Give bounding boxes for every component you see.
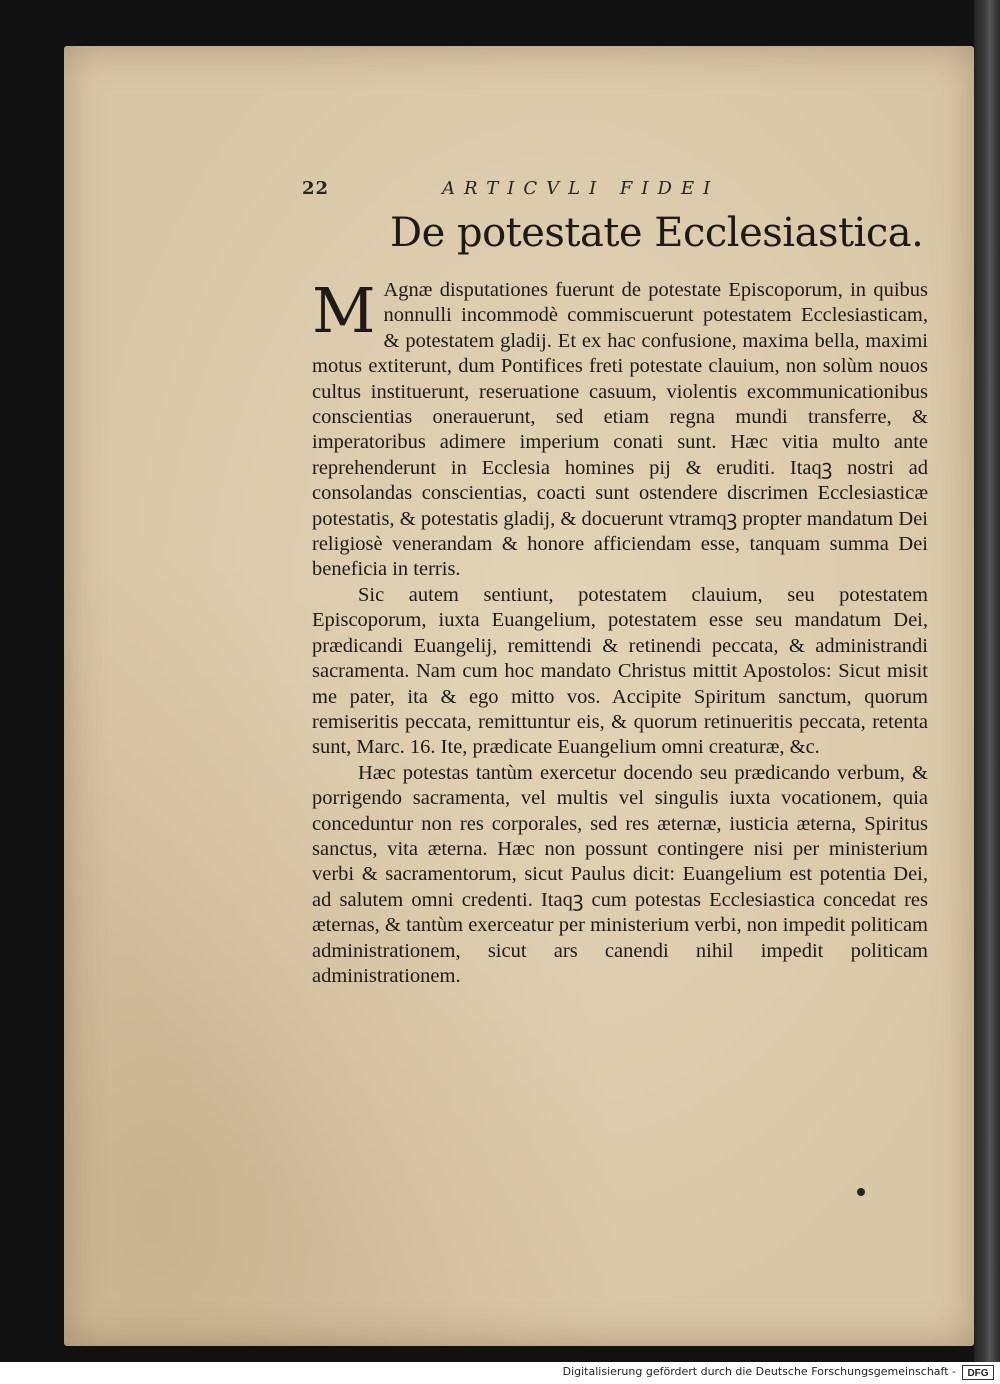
- dfg-logo: DFG: [962, 1365, 994, 1380]
- funding-credit: Digitalisierung gefördert durch die Deutsche Forschungsgemeinschaft -: [562, 1365, 956, 1378]
- paragraph-1: [312, 274, 928, 583]
- footer-bar: [0, 1362, 1000, 1384]
- paragraph-2: Sic autem sentiunt, potestatem clauium, seu potestatem Episcoporum, iuxta Euangelium, potestatem esse seu mandatum Dei, prædicandi Euangelij, remittendi & retinendi peccata, & administrandi sacramenta. Nam cum hoc mandato Christus mittit Apostolos: Sicut misit me pater, ita & ego mitto vos. Accipite Spiritum sanctum, quorum remiseritis peccata, remittuntur eis, & quorum retinueritis peccata, retenta sunt, Marc. 16. Ite, prædicate Euangelium omni creaturæ, &c.: [312, 583, 928, 759]
- section-heading: De potestate Ecclesiastica.: [390, 210, 924, 256]
- running-title: ARTICVLI FIDEI: [442, 178, 720, 199]
- drop-cap: M: [312, 274, 376, 347]
- paragraph-3: Hæc potestas tantùm exercetur docendo seu prædicando verbum, & porrigendo sacramenta, vel multis vel singulis iuxta vocationem, quia conceduntur non res corporales, sed res æternæ, iusticia æterna, Spiritus sanctus, vita æterna. Hæc non possunt contingere nisi per ministerium verbi & sacramentorum, sicut Paulus dicit: Euangelium est potentia Dei, ad salutem omni credenti. Itaqꝫ cum potestas Ecclesiastica concedat res æternas, & tantùm exerceatur per ministerium verbi, non impedit politicam administrationem, sicut ars canendi nihil impedit politicam administrationem.: [312, 761, 928, 987]
- page-number: 22: [302, 178, 330, 199]
- ink-spot: [857, 1188, 865, 1196]
- running-head: [302, 178, 902, 199]
- body-text: [312, 274, 928, 989]
- book-binding-edge: [974, 0, 1000, 1362]
- paragraph-1-text: Agnæ disputationes fuerunt de potestate Episcoporum, in quibus nonnulli incommodè commiscuerunt potestatem Ecclesiasticam, & potestatem gladij. Et ex hac confusione, maxima bella, maximi motus extiterunt, dum Pontifices freti potestate clauium, non solùm nouos cultus instituerunt, reseruatione casuum, violentis excommunicationibus conscientias onerauerunt, sed etiam regna mundi transferre, & imperatoribus adimere imperium conati sunt. Hæc vitia multo ante reprehenderunt in Ecclesia homines pij & eruditi. Itaqꝫ nostri ad consolandas conscientias, coacti sunt ostendere discrimen Ecclesiasticæ potestatis, & potestatis gladij, & docuerunt vtramqꝫ propter mandatum Dei religiosè venerandam & honore afficiendam esse, tanquam summa Dei beneficia in terris.: [312, 279, 928, 581]
